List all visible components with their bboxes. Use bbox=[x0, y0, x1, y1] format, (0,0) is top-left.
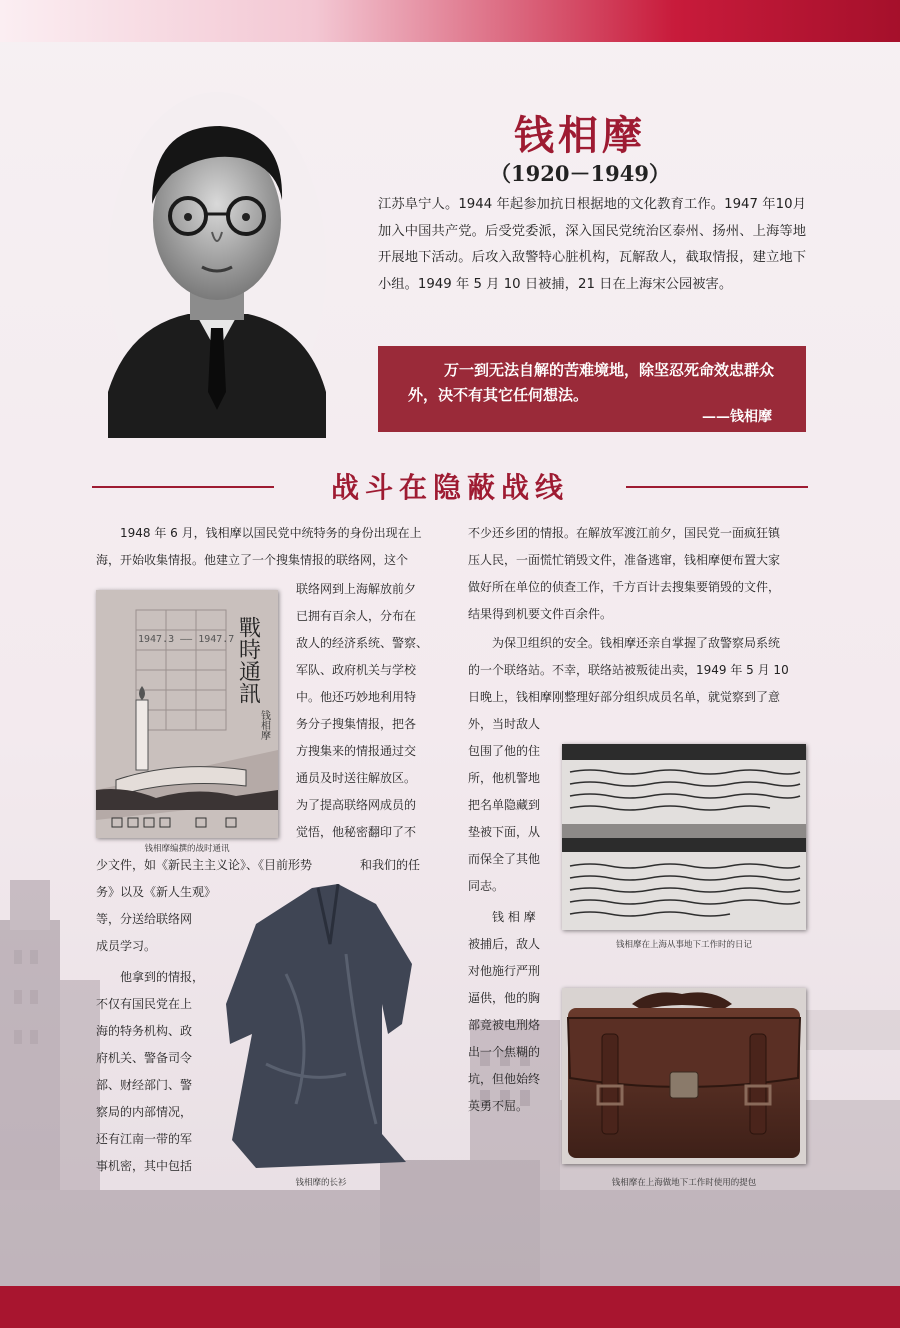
body-line: 敌人的经济系统、警察、 bbox=[296, 636, 429, 650]
biography-text: 江苏阜宁人。1944 年起参加抗日根据地的文化教育工作。1947 年10月加入中国共产党。后受党委派，深入国民党统治区泰州、扬州、上海等地开展地下活动。后攻入敌警特心脏机构，瓦解敌人，截取情报，建立地下小组。1949 年 5 月 10 日被捕，21 日在上海宋公园被害。 bbox=[378, 197, 806, 292]
body-line: 军队、政府机关与学校 bbox=[296, 663, 417, 677]
body-line: 已拥有百余人，分布在 bbox=[296, 609, 417, 623]
gown-caption: 钱相摩的长衫 bbox=[295, 1178, 347, 1188]
body-line: 逼供，他的胸 bbox=[468, 991, 541, 1005]
newsletter-cover-photo bbox=[96, 590, 278, 838]
body-line: 而保全了其他 bbox=[468, 852, 541, 866]
body-line: 察局的内部情况， bbox=[96, 1105, 193, 1119]
title-rule-right bbox=[626, 486, 808, 488]
body-line: 部竟被电刑烙 bbox=[468, 1018, 541, 1032]
body-line: 和我们的任 bbox=[360, 858, 421, 872]
body-line: 他拿到的情报， bbox=[120, 970, 205, 984]
quote-text: 万一到无法自解的苦难境地，除坚忍死命效忠群众外，决不有其它任何想法。 bbox=[408, 361, 775, 404]
body-line: 务分子搜集情报，把各 bbox=[296, 717, 417, 731]
cover-title: 戰時通訊 bbox=[235, 616, 261, 704]
gown-photo bbox=[226, 884, 416, 1168]
top-banner bbox=[0, 0, 900, 42]
body-line: 做好所在单位的侦查工作，千方百计去搜集要销毁的文件， bbox=[468, 580, 781, 594]
diary-caption: 钱相摩在上海从事地下工作时的日记 bbox=[615, 940, 752, 950]
body-line: 还有江南一带的军 bbox=[96, 1132, 193, 1146]
body-line: 垫被下面，从 bbox=[468, 825, 541, 839]
body-line: 不仅有国民党在上 bbox=[96, 997, 193, 1011]
body-line: 觉悟，他秘密翻印了不 bbox=[296, 825, 417, 839]
body-line: 被捕后，敌人 bbox=[468, 937, 541, 951]
portrait-photo bbox=[108, 92, 326, 438]
body-line: 中。他还巧妙地利用特 bbox=[296, 690, 417, 704]
body-line: 少文件，如《新民主主义论》、《目前形势 bbox=[96, 858, 313, 872]
body-line: 英勇不屈。 bbox=[468, 1099, 529, 1113]
body-line: 联络网到上海解放前夕 bbox=[296, 582, 417, 596]
body-line: 务》以及《新人生观》 bbox=[96, 885, 217, 899]
body-line: 通员及时送往解放区。 bbox=[296, 771, 417, 785]
body-line: 海，开始收集情报。他建立了一个搜集情报的联络网，这个 bbox=[96, 553, 409, 567]
body-line: 等，分送给联络网 bbox=[96, 912, 193, 926]
body-line: 海的特务机构、政 bbox=[96, 1024, 193, 1038]
section-title: 战斗在隐蔽战线 bbox=[330, 471, 569, 504]
body-line: 方搜集来的情报通过交 bbox=[296, 744, 417, 758]
body-line: 事机密，其中包括 bbox=[96, 1159, 193, 1173]
body-line: 部、财经部门、警 bbox=[96, 1078, 193, 1092]
quote-box bbox=[378, 346, 806, 432]
body-line: 压人民，一面慌忙销毁文件，准备逃窜，钱相摩便布置大家 bbox=[468, 553, 781, 567]
body-line: 把名单隐藏到 bbox=[468, 798, 541, 812]
life-years: （1920－1949） bbox=[490, 161, 670, 186]
body-line: 对他施行严刑 bbox=[468, 964, 541, 978]
body-line: 同志。 bbox=[468, 879, 505, 893]
body-line: 成员学习。 bbox=[96, 939, 157, 953]
diary-photo bbox=[562, 744, 806, 930]
body-line: 外，当时敌人 bbox=[468, 717, 541, 731]
cover-dates: 1947.3 —— 1947.7 bbox=[138, 634, 235, 645]
body-line: 的一个联络站。不幸，联络站被叛徒出卖，1949 年 5 月 10 bbox=[468, 663, 789, 677]
quote-author: ——钱相摩 bbox=[702, 409, 772, 425]
body-line: 1948 年 6 月，钱相摩以国民党中统特务的身份出现在上 bbox=[120, 526, 422, 540]
body-line: 钱 相 摩 bbox=[492, 910, 536, 924]
body-line: 出一个焦糊的 bbox=[468, 1045, 541, 1059]
body-line: 日晚上，钱相摩刚整理好部分组织成员名单，就觉察到了意 bbox=[468, 690, 781, 704]
briefcase-photo bbox=[562, 988, 806, 1164]
cover-author: 钱相摩 bbox=[258, 710, 270, 740]
person-name: 钱相摩 bbox=[514, 112, 646, 159]
body-line: 为保卫组织的安全。钱相摩还亲自掌握了敌警察局系统 bbox=[492, 636, 781, 650]
body-line: 结果得到机要文件百余件。 bbox=[468, 607, 613, 621]
briefcase-caption: 钱相摩在上海做地下工作时使用的提包 bbox=[611, 1178, 757, 1188]
bottom-banner bbox=[0, 1286, 900, 1328]
body-line: 府机关、警备司令 bbox=[96, 1051, 193, 1065]
body-line: 坑，但他始终 bbox=[468, 1072, 541, 1086]
body-line: 所，他机警地 bbox=[468, 771, 541, 785]
body-line: 不少还乡团的情报。在解放军渡江前夕，国民党一面疯狂镇 bbox=[468, 526, 781, 540]
body-line: 包围了他的住 bbox=[468, 744, 541, 758]
newsletter-caption: 钱相摩编撰的战时通讯 bbox=[144, 844, 230, 854]
body-line: 为了提高联络网成员的 bbox=[296, 798, 417, 812]
